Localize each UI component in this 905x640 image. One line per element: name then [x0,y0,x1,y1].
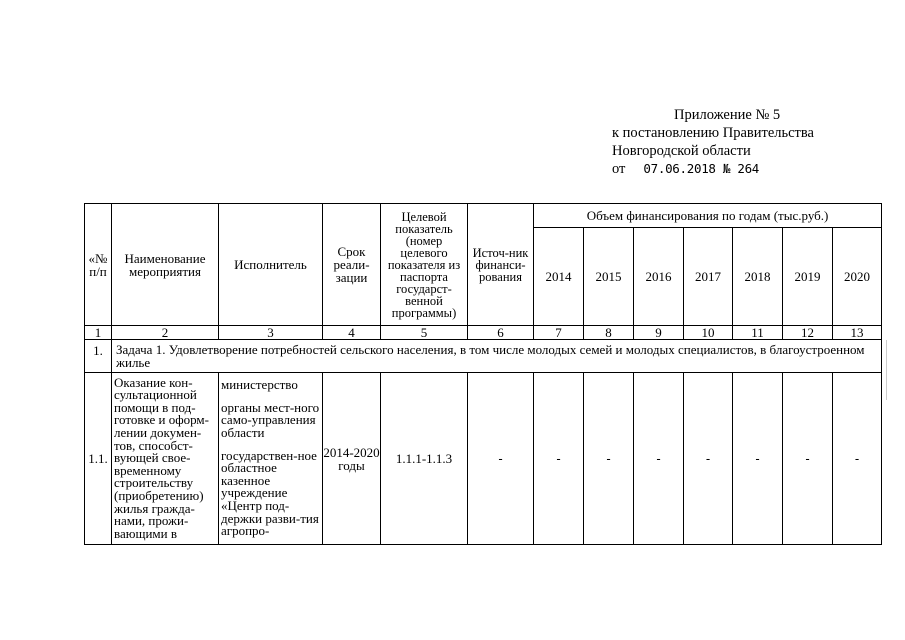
header-row-top [85,204,882,228]
col-num: 8 [584,326,634,340]
row-value-2016: - [634,373,684,545]
col-num: 12 [783,326,833,340]
column-number-row [85,326,882,340]
header-year-2015: 2015 [584,228,634,326]
header-funding-group: Объем финансирования по годам (тыс.руб.) [534,204,882,228]
col-num: 5 [381,326,468,340]
row-name: Оказание кон-сультационной помощи в под-готовке и оформ-лении докумен-тов, способст-вующей свое-временному строительству (приобретению) жилья гражда-нами, прожи-вающими в [112,373,219,545]
col-num: 13 [833,326,882,340]
appendix-resolution: к постановлению Правительства [612,125,814,141]
row-term: 2014-2020 годы [323,373,381,545]
col-num: 6 [468,326,534,340]
appendix-header [612,106,814,178]
col-num: 7 [534,326,584,340]
row-num: 1.1. [85,373,112,545]
executor-item: государствен-ное областное казенное учреждение «Центр под-держки разви-тия агропро- [221,447,319,539]
header-num: «№ п/п [85,204,112,326]
appendix-title: Приложение № 5 [674,107,781,123]
task-num: 1. [85,340,112,373]
header-source: Источ-ник финанси-рования [468,204,534,326]
col-num: 2 [112,326,219,340]
task-row [85,340,882,373]
task-text: Задача 1. Удовлетворение потребностей сельского населения, в том числе молодых семей и молодых специалистов, в благоустроенном жилье [112,340,882,373]
col-num: 9 [634,326,684,340]
executor-item: органы мест-ного само-управления области [221,399,320,441]
row-value-2014: - [534,373,584,545]
header-name: Наименование мероприятия [112,204,219,326]
executor-item: министерство [221,377,298,393]
row-target: 1.1.1-1.1.3 [381,373,468,545]
header-year-2020: 2020 [833,228,882,326]
header-term: Срок реали-зации [323,204,381,326]
header-executor: Исполнитель [219,204,323,326]
date-prefix: от [612,161,626,177]
row-executors [219,373,323,545]
row-value-2017: - [684,373,733,545]
header-year-2014: 2014 [534,228,584,326]
header-target: Целевой показатель (номер целевого показателя из паспорта государст-венной программы) [381,204,468,326]
row-value-2018: - [733,373,783,545]
header-year-2019: 2019 [783,228,833,326]
header-year-2018: 2018 [733,228,783,326]
col-num: 1 [85,326,112,340]
row-source: - [468,373,534,545]
table-row [85,373,882,545]
row-value-2019: - [783,373,833,545]
header-year-2017: 2017 [684,228,733,326]
header-year-2016: 2016 [634,228,684,326]
scan-edge-line [886,340,887,400]
row-value-2015: - [584,373,634,545]
col-num: 3 [219,326,323,340]
date-number: 07.06.2018 № 264 [643,161,760,176]
appendix-date-line [612,160,814,178]
row-value-2020: - [833,373,882,545]
col-num: 10 [684,326,733,340]
col-num: 4 [323,326,381,340]
financing-table [84,203,882,545]
col-num: 11 [733,326,783,340]
appendix-region: Новгородской области [612,143,751,159]
